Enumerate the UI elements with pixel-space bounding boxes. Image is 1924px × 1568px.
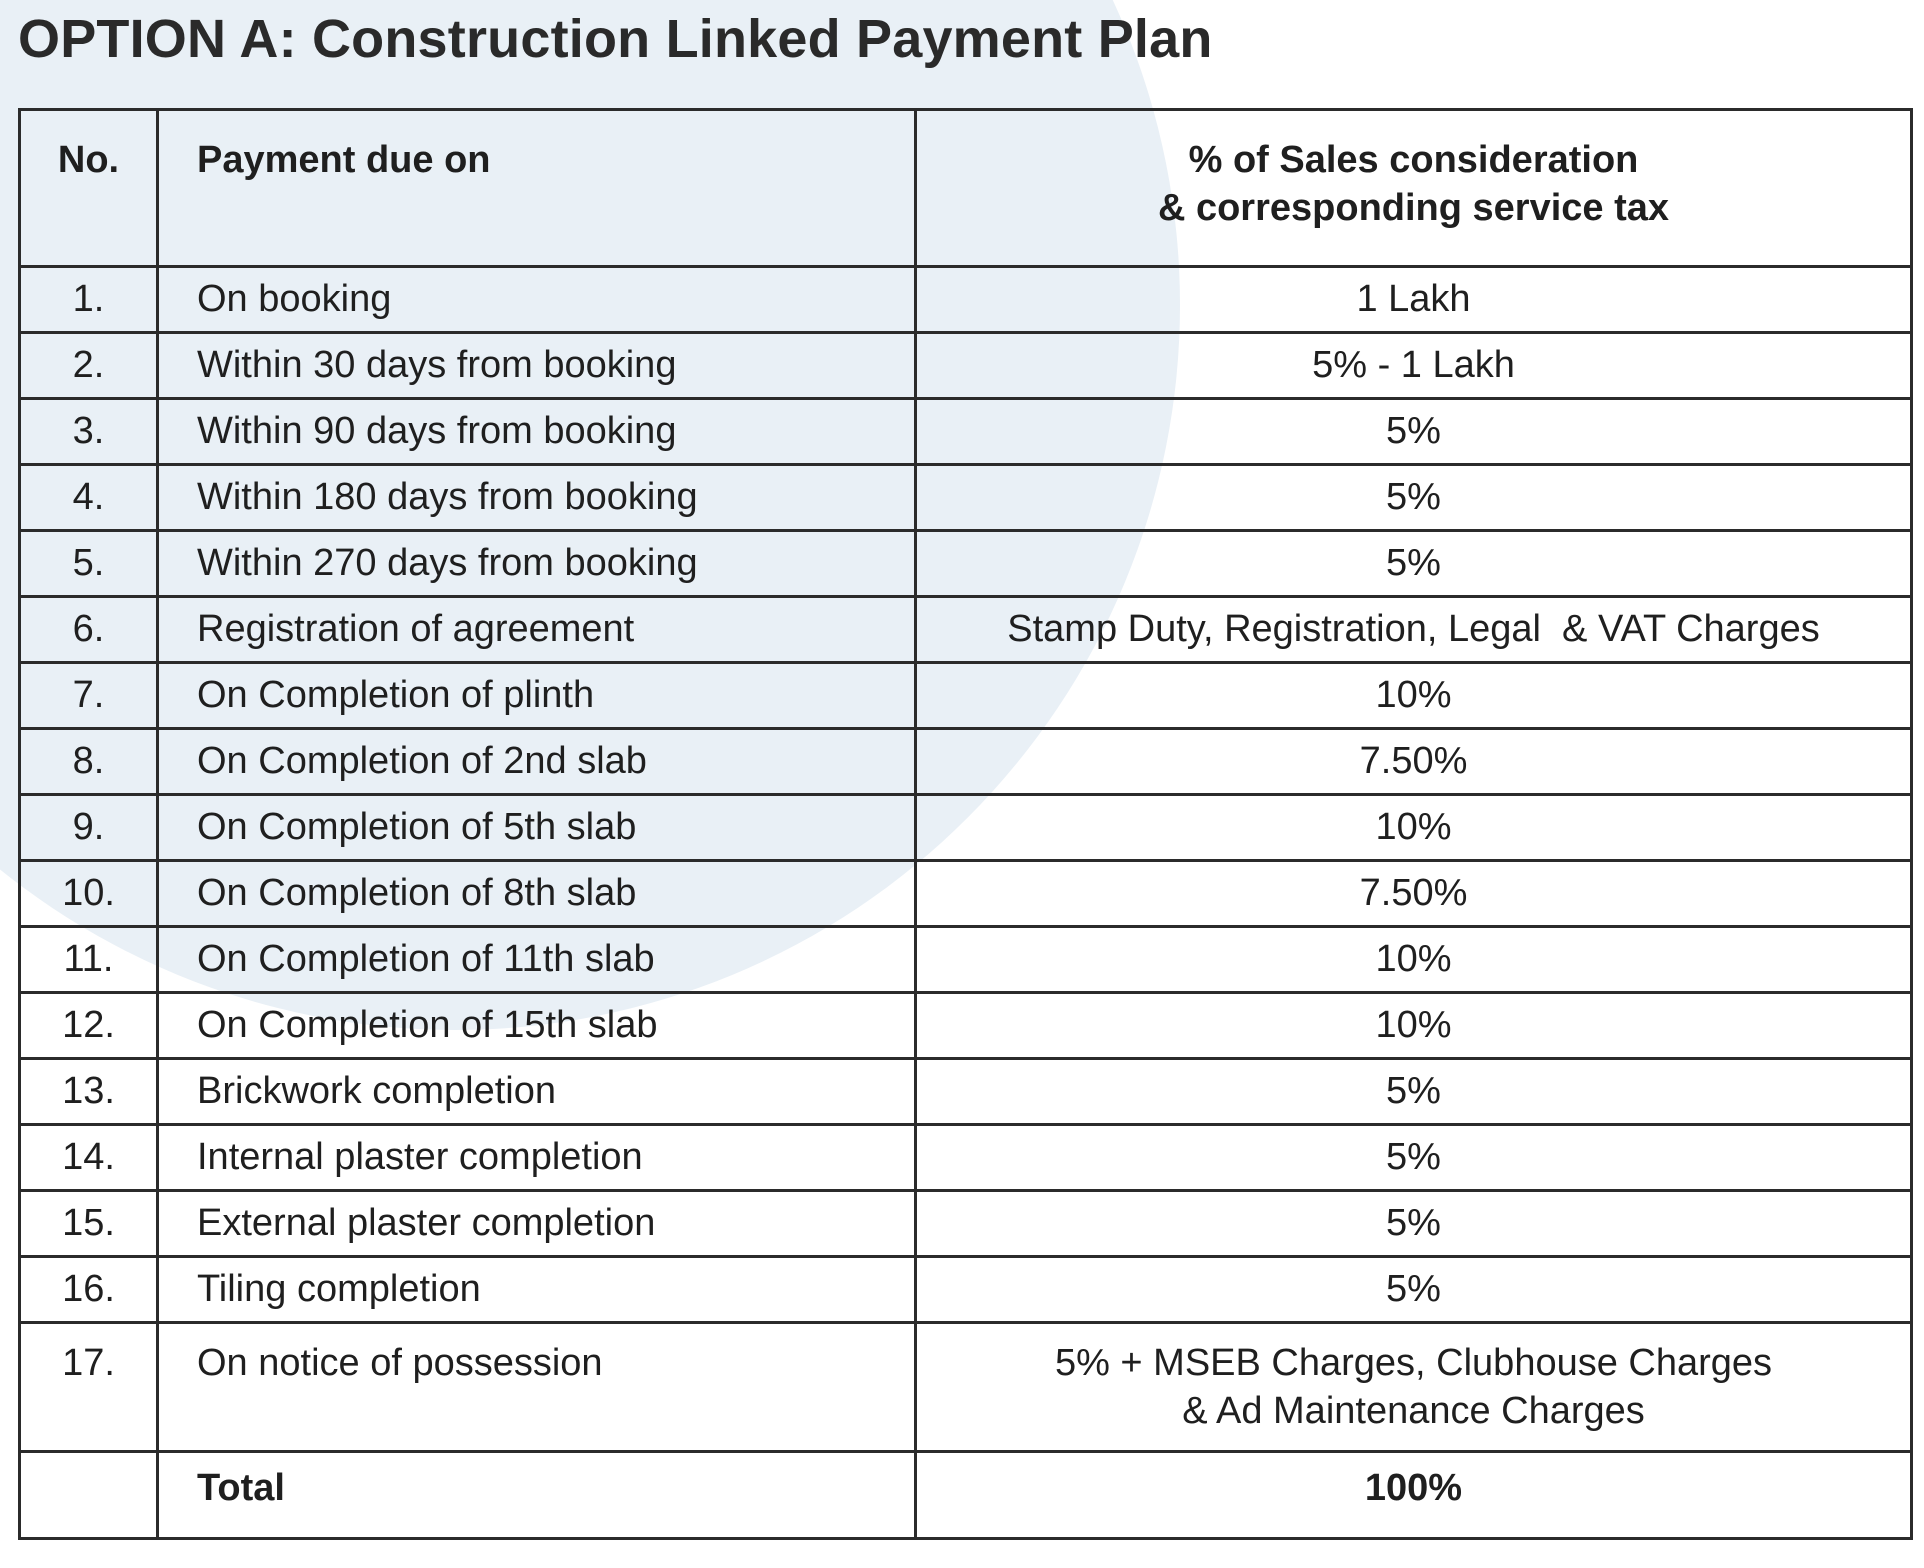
payment-plan-table <box>18 108 1913 1540</box>
row-no: 17. <box>20 1323 158 1452</box>
row-payment-due: On Completion of 8th slab <box>158 861 916 927</box>
table-row <box>20 267 1912 333</box>
table-row <box>20 597 1912 663</box>
row-no: 2. <box>20 333 158 399</box>
row-no: 14. <box>20 1125 158 1191</box>
row-percent: 10% <box>916 795 1912 861</box>
table-row <box>20 1257 1912 1323</box>
row-percent: 1 Lakh <box>916 267 1912 333</box>
row-percent: 5% - 1 Lakh <box>916 333 1912 399</box>
row-payment-due: Within 90 days from booking <box>158 399 916 465</box>
row-percent-line1: 5% + MSEB Charges, Clubhouse Charges <box>1054 1342 1773 1384</box>
row-percent <box>916 1323 1912 1452</box>
table-row <box>20 1323 1912 1452</box>
row-payment-due: Within 180 days from booking <box>158 465 916 531</box>
table-row <box>20 1125 1912 1191</box>
total-value: 100% <box>916 1452 1912 1539</box>
row-payment-due: On Completion of 15th slab <box>158 993 916 1059</box>
table-row <box>20 795 1912 861</box>
page-title: OPTION A: Construction Linked Payment Plan <box>18 9 1213 69</box>
row-no: 7. <box>20 663 158 729</box>
total-no-cell <box>20 1452 158 1539</box>
header-percent-line2: & corresponding service tax <box>1157 186 1670 229</box>
row-no: 15. <box>20 1191 158 1257</box>
table-row <box>20 465 1912 531</box>
row-percent-line2: & Ad Maintenance Charges <box>1182 1389 1645 1432</box>
row-payment-due: On notice of possession <box>158 1323 916 1452</box>
row-no: 8. <box>20 729 158 795</box>
row-percent: 5% <box>916 399 1912 465</box>
row-percent: 10% <box>916 993 1912 1059</box>
row-no: 3. <box>20 399 158 465</box>
table-row <box>20 333 1912 399</box>
header-percent <box>916 110 1912 267</box>
table-row <box>20 663 1912 729</box>
row-no: 5. <box>20 531 158 597</box>
row-percent: 5% <box>916 1257 1912 1323</box>
row-percent: 10% <box>916 663 1912 729</box>
row-no: 6. <box>20 597 158 663</box>
table-header-row <box>20 110 1912 267</box>
row-percent: 7.50% <box>916 729 1912 795</box>
row-no: 13. <box>20 1059 158 1125</box>
row-payment-due: Within 30 days from booking <box>158 333 916 399</box>
row-payment-due: Tiling completion <box>158 1257 916 1323</box>
row-no: 9. <box>20 795 158 861</box>
table-row <box>20 399 1912 465</box>
row-payment-due: On Completion of plinth <box>158 663 916 729</box>
row-percent: 5% <box>916 1125 1912 1191</box>
row-no: 1. <box>20 267 158 333</box>
header-payment-due-on: Payment due on <box>158 110 916 267</box>
row-percent: 5% <box>916 1191 1912 1257</box>
row-no: 11. <box>20 927 158 993</box>
row-no: 12. <box>20 993 158 1059</box>
table-row <box>20 531 1912 597</box>
header-percent-line1: % of Sales consideration <box>1188 139 1639 181</box>
row-payment-due: External plaster completion <box>158 1191 916 1257</box>
row-payment-due: Internal plaster completion <box>158 1125 916 1191</box>
table-row <box>20 1191 1912 1257</box>
row-payment-due: On Completion of 5th slab <box>158 795 916 861</box>
row-payment-due: On booking <box>158 267 916 333</box>
header-no: No. <box>20 110 158 267</box>
total-row <box>20 1452 1912 1539</box>
row-no: 16. <box>20 1257 158 1323</box>
table-row <box>20 1059 1912 1125</box>
row-payment-due: Brickwork completion <box>158 1059 916 1125</box>
row-payment-due: On Completion of 2nd slab <box>158 729 916 795</box>
total-label: Total <box>158 1452 916 1539</box>
row-payment-due: Registration of agreement <box>158 597 916 663</box>
row-percent: 5% <box>916 1059 1912 1125</box>
row-percent: 5% <box>916 531 1912 597</box>
row-percent: 7.50% <box>916 861 1912 927</box>
table-row <box>20 729 1912 795</box>
row-no: 10. <box>20 861 158 927</box>
table-row <box>20 927 1912 993</box>
row-payment-due: Within 270 days from booking <box>158 531 916 597</box>
row-percent: 5% <box>916 465 1912 531</box>
row-no: 4. <box>20 465 158 531</box>
row-percent: 10% <box>916 927 1912 993</box>
table-row <box>20 861 1912 927</box>
row-percent: Stamp Duty, Registration, Legal & VAT Charges <box>916 597 1912 663</box>
row-payment-due: On Completion of 11th slab <box>158 927 916 993</box>
table-row <box>20 993 1912 1059</box>
